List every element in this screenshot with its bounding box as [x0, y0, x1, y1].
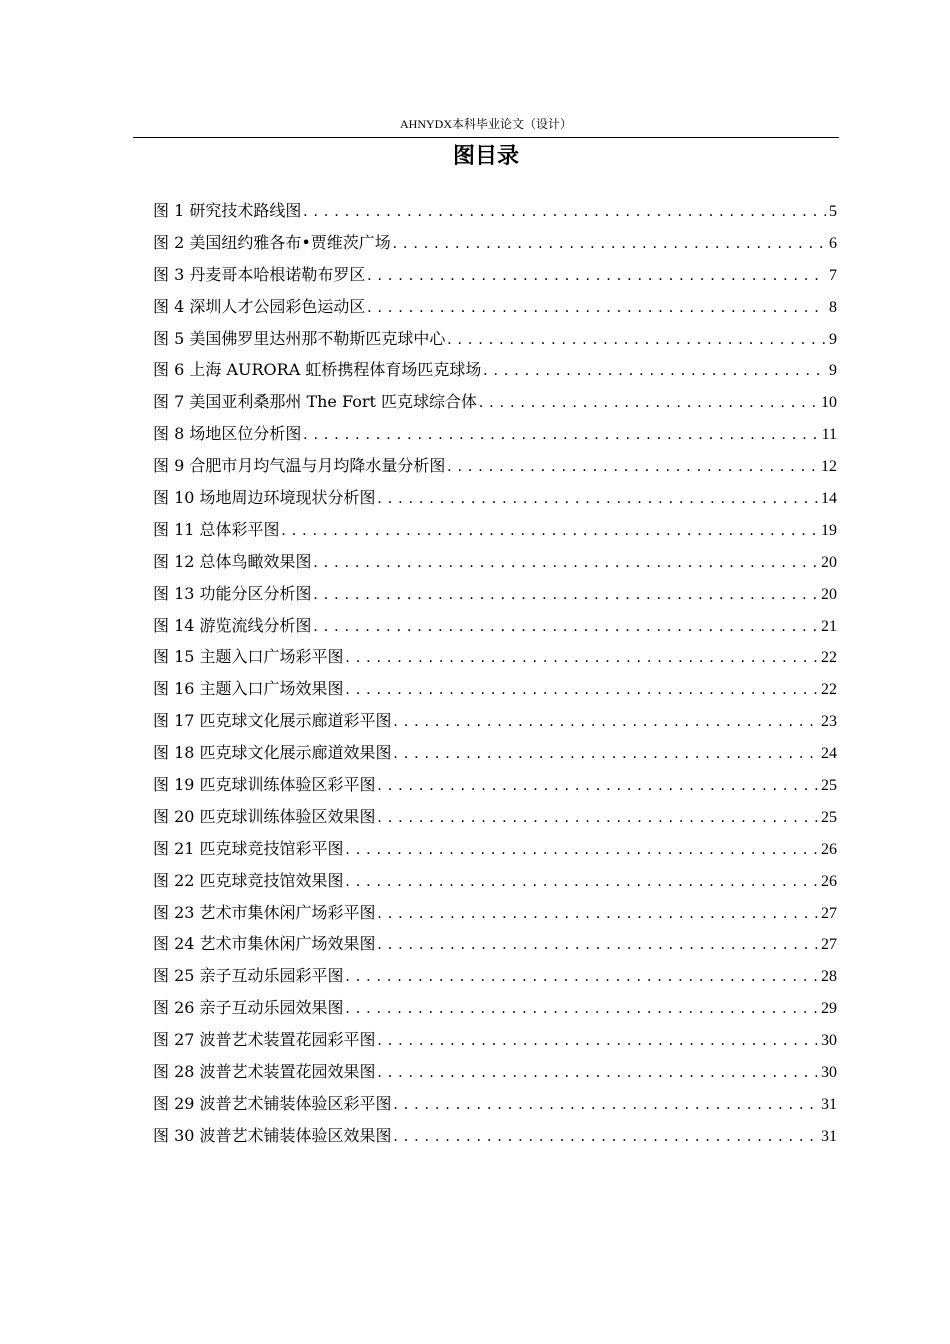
dot-leader	[394, 706, 818, 738]
toc-entry[interactable]	[153, 705, 837, 737]
toc-entry-label: 图 23 艺术市集休闲广场彩平图	[153, 902, 376, 922]
toc-entry-page-number: 22	[821, 681, 837, 699]
toc-entry-page-number: 21	[821, 617, 837, 635]
dot-leader	[378, 483, 818, 515]
dot-leader	[346, 993, 818, 1025]
toc-entry[interactable]	[153, 673, 837, 705]
dot-leader	[479, 387, 818, 419]
dot-leader	[314, 579, 818, 611]
dot-leader	[378, 1057, 818, 1089]
toc-entry-label: 图 6 上海 AURORA 虹桥携程体育场匹克球场	[153, 360, 482, 380]
toc-entry[interactable]	[153, 259, 837, 291]
toc-entry-label: 图 21 匹克球竞技馆彩平图	[153, 838, 344, 858]
toc-entry-page-number: 5	[829, 203, 837, 220]
dot-leader	[378, 802, 818, 834]
toc-entry[interactable]	[153, 578, 837, 610]
toc-entry-label: 图 30 波普艺术铺装体验区效果图	[153, 1125, 392, 1145]
toc-entry-page-number: 31	[821, 1095, 837, 1113]
dot-leader	[394, 1089, 818, 1121]
toc-entry[interactable]	[153, 227, 837, 259]
toc-entry-page-number: 8	[829, 298, 837, 316]
dot-leader	[314, 547, 818, 579]
dot-leader	[378, 770, 818, 802]
toc-entry-page-number: 9	[829, 330, 837, 348]
toc-entry-label: 图 22 匹克球竞技馆效果图	[153, 870, 344, 890]
toc-entry[interactable]	[153, 354, 837, 386]
toc-entry-label: 图 3 丹麦哥本哈根诺勒布罗区	[153, 264, 366, 284]
toc-entry-page-number: 27	[821, 936, 837, 954]
toc-entry[interactable]	[153, 1120, 837, 1152]
figure-list	[153, 195, 837, 1152]
toc-entry-label: 图 19 匹克球训练体验区彩平图	[153, 775, 376, 795]
toc-entry[interactable]	[153, 386, 837, 418]
toc-entry-label: 图 7 美国亚利桑那州 The Fort 匹克球综合体	[153, 392, 477, 412]
toc-entry[interactable]	[153, 323, 837, 355]
dot-leader	[303, 196, 826, 228]
toc-entry-page-number: 30	[821, 1032, 837, 1050]
toc-entry[interactable]	[153, 482, 837, 514]
toc-entry[interactable]	[153, 1088, 837, 1120]
toc-entry-page-number: 9	[829, 362, 837, 380]
toc-entry-label: 图 12 总体鸟瞰效果图	[153, 551, 312, 571]
running-header: AHNYDX本科毕业论文（设计）	[400, 117, 572, 131]
dot-leader	[483, 355, 826, 387]
toc-entry-page-number: 10	[821, 394, 837, 412]
toc-entry-label: 图 20 匹克球训练体验区效果图	[153, 806, 376, 826]
toc-entry-page-number: 11	[821, 426, 837, 444]
dot-leader	[378, 929, 818, 961]
toc-entry-label: 图 9 合肥市月均气温与月均降水量分析图	[153, 456, 446, 476]
header-rule	[133, 137, 839, 138]
toc-entry[interactable]	[153, 291, 837, 323]
toc-entry[interactable]	[153, 897, 837, 929]
toc-entry[interactable]	[153, 610, 837, 642]
dot-leader	[367, 292, 826, 324]
toc-entry-label: 图 16 主题入口广场效果图	[153, 679, 344, 699]
toc-entry[interactable]	[153, 960, 837, 992]
dot-leader	[367, 260, 826, 292]
toc-entry-page-number: 12	[821, 458, 837, 476]
toc-entry[interactable]	[153, 833, 837, 865]
toc-entry-page-number: 20	[821, 585, 837, 603]
toc-entry-label: 图 8 场地区位分析图	[153, 424, 302, 444]
page-title: 图目录	[452, 144, 519, 169]
toc-entry-page-number: 14	[821, 490, 837, 508]
dot-leader	[346, 961, 818, 993]
toc-entry-page-number: 31	[821, 1127, 837, 1145]
toc-entry-page-number: 26	[821, 872, 837, 890]
dot-leader	[394, 1121, 818, 1153]
toc-entry-label: 图 18 匹克球文化展示廊道效果图	[153, 743, 392, 763]
toc-entry[interactable]	[153, 641, 837, 673]
toc-entry-page-number: 23	[821, 713, 837, 731]
toc-entry[interactable]	[153, 801, 837, 833]
toc-entry[interactable]	[153, 992, 837, 1024]
toc-entry-label: 图 24 艺术市集休闲广场效果图	[153, 934, 376, 954]
toc-entry[interactable]	[153, 865, 837, 897]
dot-leader	[346, 866, 818, 898]
toc-entry-label: 图 17 匹克球文化展示廊道彩平图	[153, 711, 392, 731]
toc-entry-page-number: 19	[821, 521, 837, 539]
dot-leader	[346, 642, 818, 674]
toc-entry-page-number: 7	[829, 266, 837, 284]
toc-entry-label: 图 29 波普艺术铺装体验区彩平图	[153, 1093, 392, 1113]
toc-entry-page-number: 27	[821, 904, 837, 922]
toc-entry[interactable]	[153, 769, 837, 801]
dot-leader	[314, 611, 818, 643]
toc-entry[interactable]	[153, 546, 837, 578]
toc-entry[interactable]	[153, 418, 837, 450]
toc-entry[interactable]	[153, 195, 837, 227]
toc-entry-label: 图 25 亲子互动乐园彩平图	[153, 966, 344, 986]
toc-entry-label: 图 26 亲子互动乐园效果图	[153, 998, 344, 1018]
dot-leader	[282, 515, 818, 547]
toc-entry-page-number: 30	[821, 1064, 837, 1082]
toc-entry[interactable]	[153, 514, 837, 546]
toc-entry-label: 图 5 美国佛罗里达州那不勒斯匹克球中心	[153, 328, 446, 348]
toc-entry[interactable]	[153, 928, 837, 960]
toc-entry[interactable]	[153, 1024, 837, 1056]
toc-entry-page-number: 24	[821, 745, 837, 763]
toc-entry-page-number: 28	[821, 968, 837, 986]
toc-entry-label: 图 1 研究技术路线图	[153, 201, 302, 220]
dot-leader	[447, 324, 826, 356]
dot-leader	[394, 738, 818, 770]
dot-leader	[393, 228, 826, 260]
toc-entry-page-number: 29	[821, 1000, 837, 1018]
toc-entry-page-number: 25	[821, 808, 837, 826]
toc-entry-page-number: 6	[829, 234, 837, 252]
toc-entry-label: 图 15 主题入口广场彩平图	[153, 647, 344, 667]
toc-entry[interactable]	[153, 737, 837, 769]
toc-entry-page-number: 20	[821, 553, 837, 571]
toc-entry-label: 图 14 游览流线分析图	[153, 615, 312, 635]
toc-entry-label: 图 27 波普艺术装置花园彩平图	[153, 1030, 376, 1050]
toc-entry-label: 图 4 深圳人才公园彩色运动区	[153, 296, 366, 316]
toc-entry-page-number: 26	[821, 840, 837, 858]
dot-leader	[346, 674, 818, 706]
toc-entry-page-number: 22	[821, 649, 837, 667]
dot-leader	[447, 451, 818, 483]
toc-entry-label: 图 11 总体彩平图	[153, 519, 280, 539]
toc-entry[interactable]	[153, 450, 837, 482]
toc-entry-label: 图 10 场地周边环境现状分析图	[153, 488, 376, 508]
toc-entry[interactable]	[153, 1056, 837, 1088]
dot-leader	[303, 419, 818, 451]
dot-leader	[378, 898, 818, 930]
toc-entry-label: 图 2 美国纽约雅各布•贾维茨广场	[153, 232, 391, 252]
dot-leader	[346, 834, 818, 866]
toc-entry-label: 图 28 波普艺术装置花园效果图	[153, 1062, 376, 1082]
toc-entry-page-number: 25	[821, 777, 837, 795]
dot-leader	[378, 1025, 818, 1057]
toc-entry-label: 图 13 功能分区分析图	[153, 583, 312, 603]
